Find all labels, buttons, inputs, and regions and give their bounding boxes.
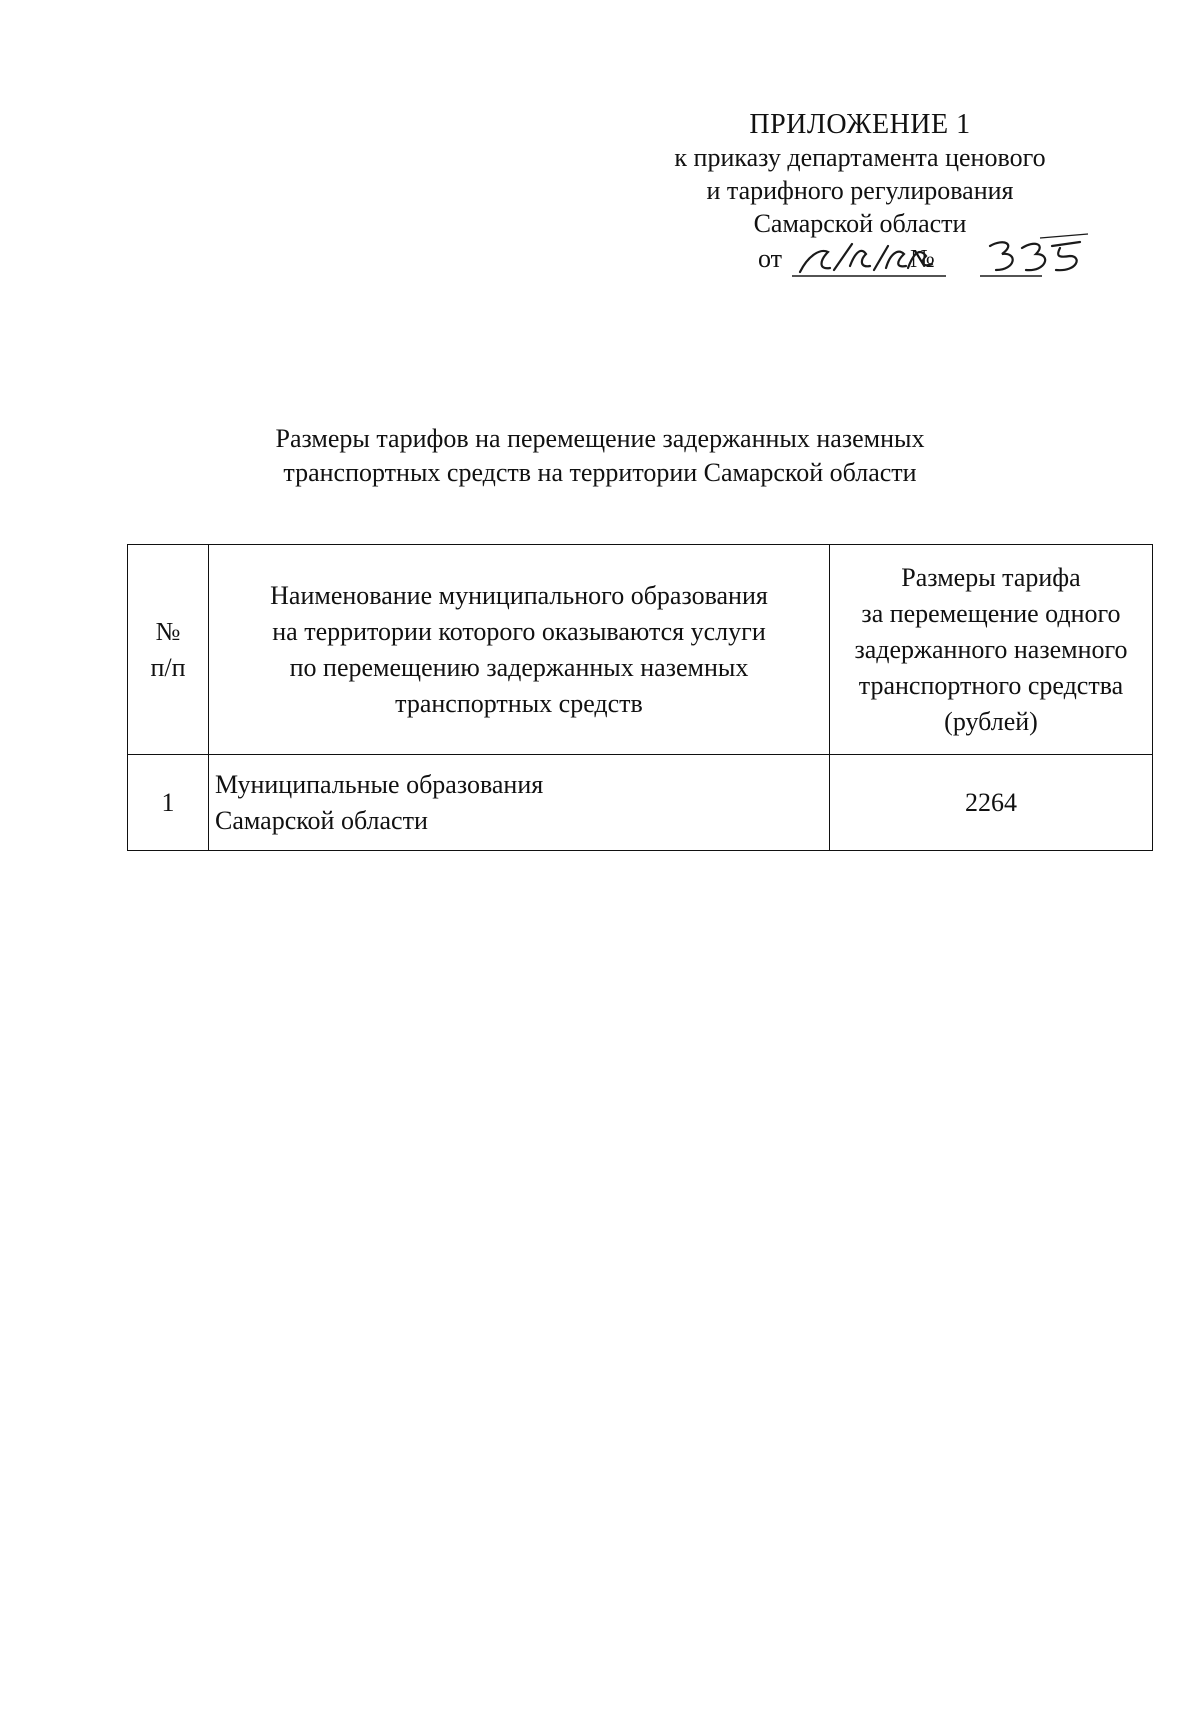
header-municipality-line: Наименование муниципального образования xyxy=(270,580,768,610)
appendix-header xyxy=(640,108,1080,280)
header-municipality xyxy=(209,545,830,755)
header-municipality-line: транспортных средств xyxy=(395,688,643,718)
document-title-line-1: Размеры тарифов на перемещение задержанных наземных xyxy=(275,424,925,453)
row-municipality-line: Муниципальные образования xyxy=(215,769,544,799)
row-municipality-line: Самарской области xyxy=(215,805,428,835)
row-municipality xyxy=(209,755,830,851)
header-tariff-line: (рублей) xyxy=(944,706,1038,736)
handwritten-date-and-number xyxy=(790,226,1090,282)
header-tariff-line: задержанного наземного xyxy=(854,634,1128,664)
row-tariff-value: 2264 xyxy=(830,755,1153,851)
appendix-title: ПРИЛОЖЕНИЕ 1 xyxy=(749,109,971,140)
appendix-line-2: и тарифного регулирования xyxy=(706,176,1014,205)
document-title xyxy=(150,422,1050,490)
header-municipality-line: по перемещению задержанных наземных xyxy=(289,652,749,682)
header-tariff-line: Размеры тарифа xyxy=(901,562,1081,592)
header-tariff-line: транспортного средства xyxy=(858,670,1124,700)
appendix-line-1: к приказу департамента ценового xyxy=(674,143,1046,172)
order-date-number-line xyxy=(640,240,1080,280)
date-prefix: от xyxy=(758,244,783,273)
header-tariff-line: за перемещение одного xyxy=(861,598,1121,628)
table-row xyxy=(128,755,1153,851)
header-tariff xyxy=(830,545,1153,755)
header-number xyxy=(128,545,209,755)
number-prefix: № xyxy=(910,244,935,273)
header-municipality-line: на территории которого оказываются услуги xyxy=(272,616,766,646)
document-title-line-2: транспортных средств на территории Самарской области xyxy=(283,458,917,487)
table-header-row xyxy=(128,545,1153,755)
row-number: 1 xyxy=(128,755,209,851)
header-number-pp: п/п xyxy=(150,652,186,682)
appendix-line-3: Самарской области xyxy=(753,209,967,238)
header-number-sign: № xyxy=(155,616,181,646)
tariffs-table xyxy=(127,544,1153,851)
